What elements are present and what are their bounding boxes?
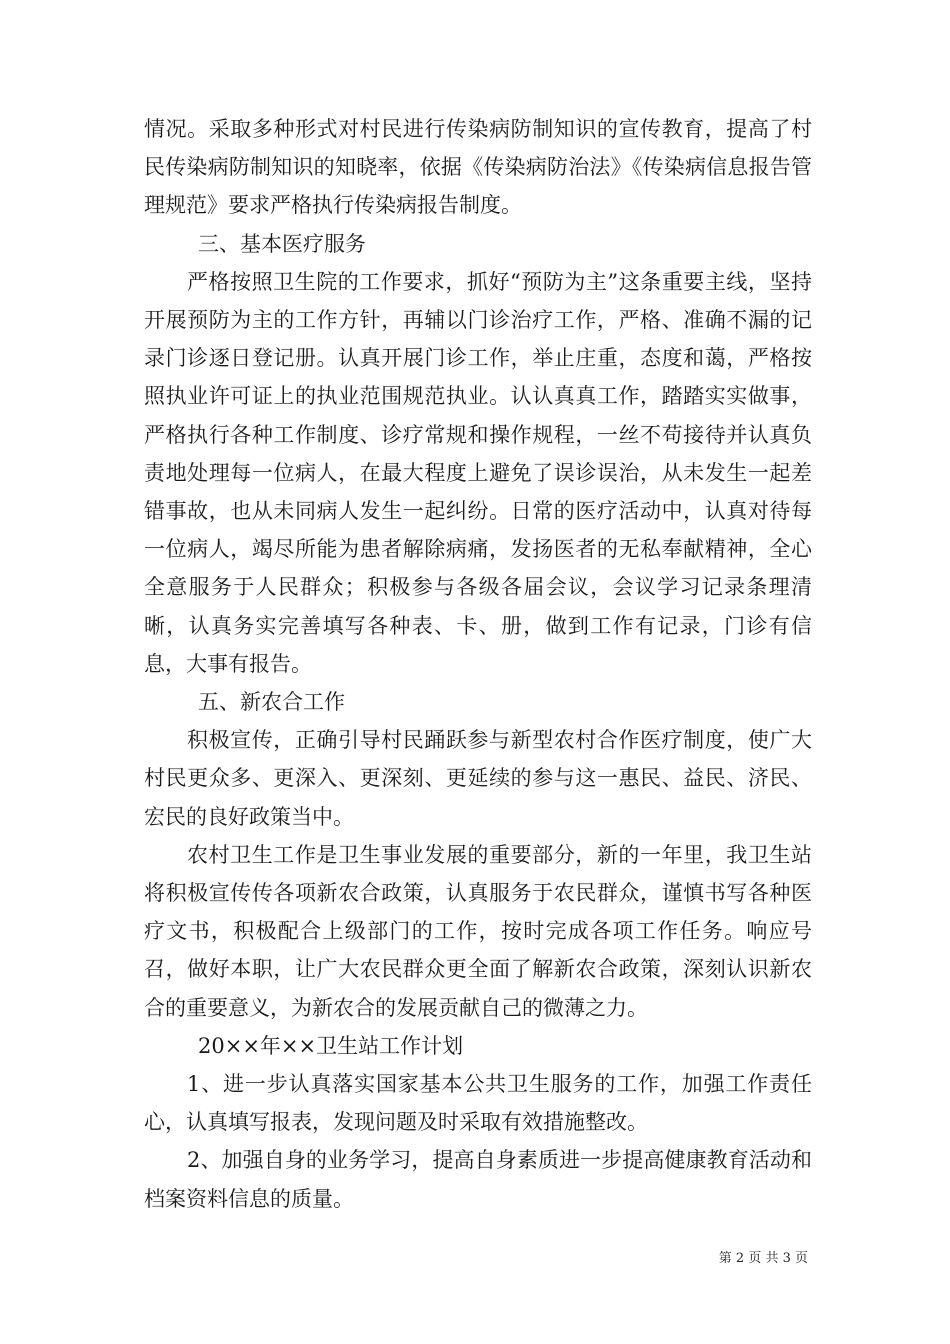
document-body	[144, 110, 812, 1218]
section-heading: 三、基本医疗服务	[198, 231, 366, 256]
page-number-footer: 第 2 页 共 3 页	[718, 1251, 808, 1266]
paragraph: 情况。采取多种形式对村民进行传染病防制知识的宣传教育，提高了村民传染病防制知识的知晓率，依据《传染病防治法》《传染病信息报告管理规范》要求严格执行传染病报告制度。	[144, 117, 812, 218]
section-heading: 20××年××卫生站工作计划	[198, 1033, 464, 1058]
paragraph: 2、加强自身的业务学习，提高自身素质进一步提高健康教育活动和档案资料信息的质量。	[144, 1148, 812, 1211]
paragraph: 积极宣传，正确引导村民踊跃参与新型农村合作医疗制度，使广大村民更众多、更深入、更深刻、更延续的参与这一惠民、益民、济民、宏民的良好政策当中。	[144, 728, 812, 829]
paragraph: 农村卫生工作是卫生事业发展的重要部分，新的一年里，我卫生站将积极宣传传各项新农合政策，认真服务于农民群众，谨慎书写各种医疗文书，积极配合上级部门的工作，按时完成各项工作任务。响应号召，做好本职，让广大农民群众更全面了解新农合政策，深刻认识新农合的重要意义，为新农合的发展贡献自己的微薄之力。	[144, 842, 812, 1020]
paragraph: 严格按照卫生院的工作要求，抓好“预防为主”这条重要主线，坚持开展预防为主的工作方针，再辅以门诊治疗工作，严格、准确不漏的记录门诊逐日登记册。认真开展门诊工作，举止庄重，态度和蔼，严格按照执业许可证上的执业范围规范执业。认认真真工作，踏踏实实做事，严格执行各种工作制度、诊疗常规和操作规程，一丝不苟接待并认真负责地处理每一位病人，在最大程度上避免了误诊误治，从未发生一起差错事故，也从未同病人发生一起纠纷。日常的医疗活动中，认真对待每一位病人，竭尽所能为患者解除病痛，发扬医者的无私奉献精神，全心全意服务于人民群众；积极参与各级各届会议，会议学习记录条理清晰，认真务实完善填写各种表、卡、册，做到工作有记录，门诊有信息，大事有报告。	[144, 269, 812, 676]
section-heading: 五、新农合工作	[198, 690, 345, 715]
paragraph: 1、进一步认真落实国家基本公共卫生服务的工作，加强工作责任心，认真填写报表，发现问题及时采取有效措施整改。	[144, 1072, 812, 1135]
